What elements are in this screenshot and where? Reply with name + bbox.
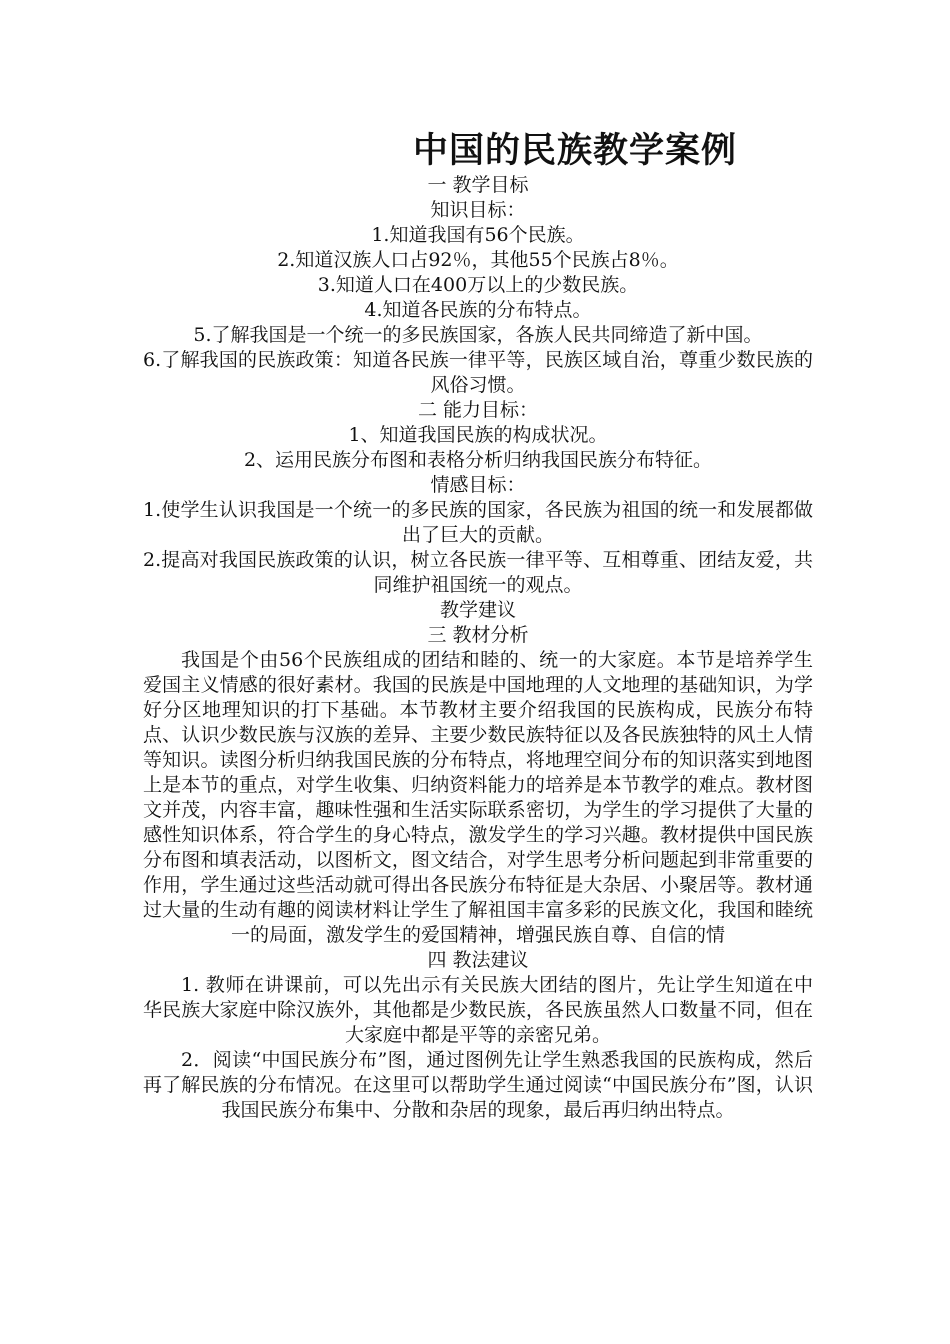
- textbook-analysis-paragraph: 我国是个由56个民族组成的团结和睦的、统一的大家庭。本节是培养学生爱国主义情感的很好素材。我国的民族是中国地理的人文地理的基础知识，为学好分区地理知识的打下基础。本节教材主要介绍我国的民族构成，民族分布特点、认识少数民族与汉族的差异、主要少数民族特征以及各民族独特的风土人情等知识。读图分析归纳我国民族的分布特点，将地理空间分布的知识落实到地图上是本节的重点，对学生收集、归纳资料能力的培养是本节教学的难点。教材图文并茂，内容丰富，趣味性强和生活实际联系密切，为学生的学习提供了大量的感性知识体系，符合学生的身心特点，激发学生的学习兴趣。教材提供中国民族分布图和填表活动，以图析文，图文结合，对学生思考分析问题起到非常重要的作用，学生通过这些活动就可得出各民族分布特征是大杂居、小聚居等。教材通过大量的生动有趣的阅读材料让学生了解祖国丰富多彩的民族文化，我国和睦统一的局面，激发学生的爱国精神，增强民族自尊、自信的情: [143, 649, 813, 946]
- emotion-item: 1.使学生认识我国是一个统一的多民族的国家，各民族为祖国的统一和发展都做出了巨大的贡献。: [143, 499, 813, 546]
- section-heading-textbook-analysis: 三 教材分析: [427, 624, 529, 646]
- method-paragraph: 2．阅读“中国民族分布”图，通过图例先让学生熟悉我国的民族构成，然后再了解民族的分布情况。在这里可以帮助学生通过阅读“中国民族分布”图，认识我国民族分布集中、分散和杂居的现象，最后再归纳出特点。: [143, 1049, 813, 1121]
- ability-item: 1、知道我国民族的构成状况。: [348, 424, 608, 446]
- knowledge-item: 2.知道汉族人口占92％，其他55个民族占8％。: [277, 249, 679, 271]
- document-title: 中国的民族教学案例: [412, 130, 737, 171]
- knowledge-item: 1.知道我国有56个民族。: [371, 224, 585, 246]
- section-heading-method-suggestions: 四 教法建议: [427, 949, 529, 971]
- knowledge-item: 3.知道人口在400万以上的少数民族。: [317, 274, 639, 296]
- section-heading-teaching-goals: 一 教学目标: [427, 174, 529, 196]
- knowledge-item: 4.知道各民族的分布特点。: [364, 299, 592, 321]
- document-body: [143, 173, 813, 1123]
- emotion-goals-heading: 情感目标：: [430, 474, 526, 496]
- ability-item: 2、运用民族分布图和表格分析归纳我国民族分布特征。: [243, 449, 713, 471]
- emotion-item: 2.提高对我国民族政策的认识，树立各民族一律平等、互相尊重、团结友爱，共同维护祖国统一的观点。: [143, 549, 813, 596]
- knowledge-goals-heading: 知识目标：: [430, 199, 526, 221]
- teaching-suggestions-heading: 教学建议: [439, 599, 516, 621]
- section-heading-ability-goals: 二 能力目标：: [417, 399, 539, 421]
- knowledge-item: 5.了解我国是一个统一的多民族国家，各族人民共同缔造了新中国。: [193, 324, 763, 346]
- method-paragraph: 1. 教师在讲课前，可以先出示有关民族大团结的图片，先让学生知道在中华民族大家庭中除汉族外，其他都是少数民族，各民族虽然人口数量不同，但在大家庭中都是平等的亲密兄弟。: [143, 974, 813, 1046]
- knowledge-item: 6.了解我国的民族政策：知道各民族一律平等，民族区域自治，尊重少数民族的风俗习惯。: [143, 349, 813, 396]
